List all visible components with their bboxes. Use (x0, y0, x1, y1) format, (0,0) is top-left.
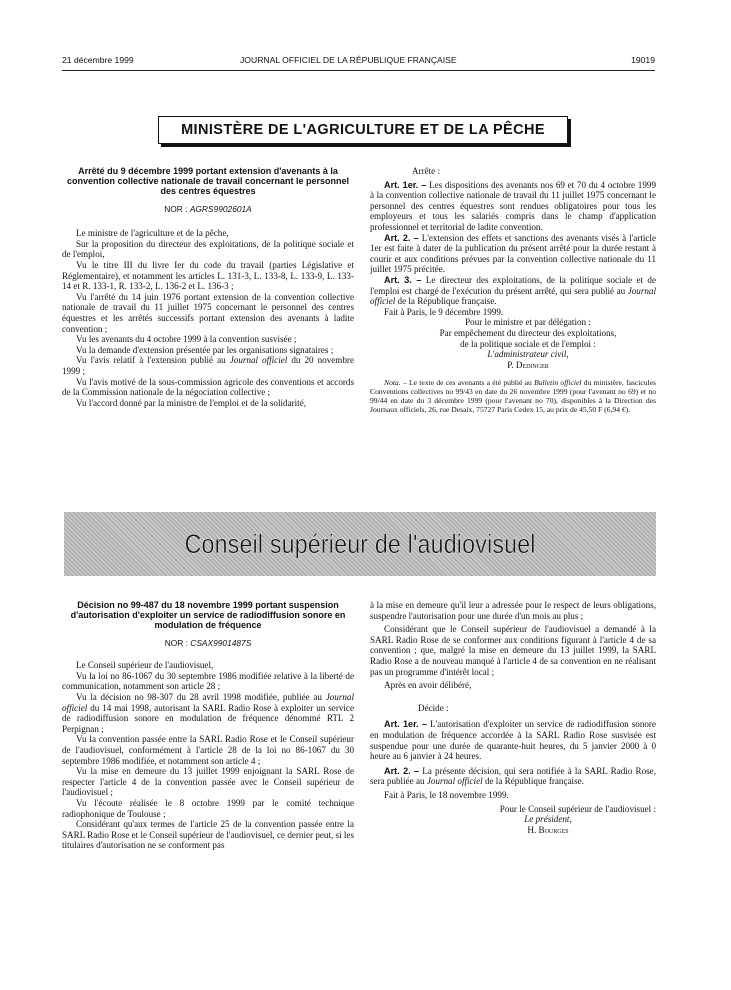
text: du 14 mai 1998, autorisant la SARL Radio Rose à exploiter un service de radiodiffusion sonore en modulation de fréquence dénommé RTL 2 Perpignan ; (62, 702, 354, 734)
signature-line: Pour le Conseil supérieur de l'audiovisuel : (499, 803, 656, 814)
article-text: L'autorisation d'exploiter un service de radiodiffusion sonore en modulation de fréquence accordée à la SARL Radio Rose susvisée est suspendue pour une durée de quarante-huit heures, du 5 janvier 2000 à 0 heure au 6 janvier à 24 heures. (370, 719, 656, 762)
text: du 20 novembre 1999 ; (62, 355, 354, 376)
paragraph: à la mise en demeure qu'il leur a adressée pour le respect de leurs obligations, suspendre l'autorisation pour une durée d'un mois au plus ; (370, 600, 656, 621)
fait-a-paris: Fait à Paris, le 18 novembre 1999. (384, 789, 509, 800)
article-1 (370, 180, 656, 233)
paragraph: Le Conseil supérieur de l'audiovisuel, (76, 660, 214, 671)
article-label: Art. 3. – (384, 274, 422, 285)
article-text: de la République française. (397, 296, 497, 307)
article-text: Les dispositions des avenants nos 69 et 70 du 4 octobre 1999 à la convention collective nationale de travail du 11 juillet 1975 concernant le personnel des centres équestres sont rendues obligatoires pour tous les employeurs et tous les salariés compris dans le champ d'application professionnel et territorial de ladite convention. (370, 179, 656, 232)
nor-code: CSAX9901487S (190, 637, 252, 648)
decision-right-column (370, 600, 656, 835)
paragraph: Vu la mise en demeure du 13 juillet 1999 enjoignant la SARL Rose de respecter l'article 4 de la convention passée avec le Conseil supérieur de l'audiovisuel ; (62, 766, 354, 798)
paragraph: Vu les avenants du 4 octobre 1999 à la convention susvisée ; (76, 334, 297, 345)
article-label: Art. 2. – (384, 232, 419, 243)
article-label: Art. 1er. – (384, 719, 427, 730)
signatory-name: P. Dedinger (507, 359, 549, 370)
decision-title: Décision no 99-487 du 18 novembre 1999 portant suspension d'autorisation d'exploiter un service de radiodiffusion sonore en modulation de fréquence (70, 600, 346, 631)
header-page-number: 19019 (631, 55, 655, 65)
text: Vu l'avis relatif à l'extension publié au (76, 355, 226, 366)
signature-line: Par empêchement du directeur des exploitations, (439, 327, 617, 338)
article-2 (370, 766, 656, 787)
journal-ref: Journal officiel (62, 691, 354, 713)
note-text: du ministère, fascicules Conventions collectives no 99/43 en date du 26 novembre 1999 (pour l'avenant no 69) et no 99/44 en date du 3 décembre 1999 (pour l'avenant no 70), disponibles à la Direction des Journaux officiels, 26, rue Desaix, 75727 Paris Cedex 15, au prix de 45,50 F (6,94 €). (370, 378, 657, 415)
arrete-nor (62, 204, 354, 215)
paragraph: Vu l'arrêté du 14 juin 1976 portant extension de la convention collective nationale de travail du 11 juillet 1975 concernant le personnel des centres équestres et les arrêtés successifs portant extension des avenants à ladite convention ; (62, 291, 354, 334)
arrete-right-column (370, 166, 656, 414)
paragraph: Le ministre de l'agriculture et de la pêche, (76, 228, 229, 239)
arrete-visas (62, 228, 354, 408)
paragraph: Vu la convention passée entre la SARL Radio Rose et le Conseil supérieur de l'audiovisuel, conformément à l'article 28 de la loi no 86-1067 du 30 septembre 1986 modifiée, et notamment son article 4 ; (62, 734, 354, 766)
signatory-name: H. Bourges (527, 824, 569, 835)
text: Vu la décision no 98-307 du 28 avril 1998 modifiée, publiée au (76, 691, 322, 702)
header-journal: JOURNAL OFFICIEL DE LA RÉPUBLIQUE FRANÇAISE (240, 55, 457, 65)
signature-line: de la politique sociale et de l'emploi : (460, 338, 596, 349)
paragraph: Considérant que le Conseil supérieur de l'audiovisuel a demandé à la SARL Radio Rose de se conformer aux conditions figurant à l'article 4 de sa convention ; que, malgré la mise en demeure du 13 juillet 1999, la SARL Radio Rose a de nouveau manqué à l'article 4 de sa convention en ne réalisant pas un programme d'intérêt local ; (370, 624, 656, 677)
article-text: La présente décision, qui sera notifiée à la SARL Radio Rose, sera publiée au (370, 765, 656, 787)
signature-title: L'administrateur civil, (487, 349, 569, 360)
note-text: – Le texte de ces avenants a été publié au (402, 378, 532, 388)
article-text: Le directeur des exploitations, de la politique sociale et de l'emploi est chargé de l'exécution du présent arrêté, qui sera publié au (370, 274, 656, 296)
decide-keyword: Décide : (418, 702, 449, 713)
ministry-heading: MINISTÈRE DE L'AGRICULTURE ET DE LA PÊCHE (181, 122, 545, 138)
article-3 (370, 275, 656, 307)
journal-ref: Journal officiel (229, 355, 288, 366)
paragraph: Vu le titre III du livre Ier du code du travail (parties Législative et Réglementaire), et notamment les articles L. 131-3, L. 133-8, L. 133-9, L. 133-14 et R. 133-1, R. 133-2, L. 136-2 et L. 136-3 ; (62, 259, 354, 292)
paragraph: Vu la demande d'extension présentée par les organisations signataires ; (76, 344, 334, 355)
article-text: de la République française. (484, 776, 584, 787)
paragraph: Vu l'écoute réalisée le 8 octobre 1999 par le comité technique radiophonique de Toulouse ; (62, 797, 354, 819)
note-label: Nota. (384, 378, 401, 388)
nor-code: AGRS9902601A (189, 203, 252, 214)
header-rule (62, 70, 655, 71)
paragraph (62, 692, 354, 734)
arrete-title: Arrêté du 9 décembre 1999 portant extension d'avenants à la convention collective nationale de travail concernant le personnel des centres équestres (66, 166, 350, 197)
fait-a-paris: Fait à Paris, le 9 décembre 1999. (384, 306, 504, 317)
paragraph: Considérant qu'aux termes de l'article 25 de la convention passée entre la SARL Radio Rose et le Conseil supérieur de l'audiovisuel, ce dernier peut, si les titulaires d'autorisation ne se conforment pas (62, 819, 354, 851)
journal-ref: Journal officiel (426, 776, 483, 787)
article-1 (370, 719, 656, 761)
decision-nor (62, 638, 354, 649)
article-label: Art. 1er. – (384, 179, 427, 190)
article-2 (370, 233, 656, 275)
signature-title: Le président, (524, 814, 572, 825)
page-header (62, 55, 655, 71)
csa-banner (64, 512, 656, 576)
paragraph: Vu la loi no 86-1067 du 30 septembre 1986 modifiée relative à la liberté de communication, notamment son article 28 ; (62, 670, 354, 692)
paragraph: Après en avoir délibéré, (384, 680, 472, 691)
nor-label: NOR : (164, 637, 188, 648)
article-label: Art. 2. – (384, 765, 420, 776)
bulletin-ref: Bulletin officiel (534, 378, 582, 388)
arrete-left-column (62, 166, 354, 408)
paragraph (62, 355, 354, 376)
csa-banner-title: Conseil supérieur de l'audiovisuel (184, 528, 536, 559)
signature-line: Pour le ministre et par délégation : (465, 317, 591, 328)
article-text: L'extension des effets et sanctions des avenants visés à l'article 1er est faite à dater de la publication du présent arrêté pour la durée restant à courir et aux conditions prévues par la convention collective nationale du 11 juillet 1975 précitée. (370, 232, 656, 275)
paragraph: Sur la proposition du directeur des exploitations, de la politique sociale et de l'emploi, (62, 238, 354, 260)
decision-left-column (62, 600, 354, 851)
paragraph: Vu l'avis motivé de la sous-commission agricole des conventions et accords de la Commission nationale de la négociation collective ; (62, 376, 354, 398)
header-date: 21 décembre 1999 (62, 55, 134, 65)
nor-label: NOR : (164, 203, 188, 214)
journal-ref: Journal officiel (370, 285, 656, 307)
ministry-heading-box (158, 116, 568, 144)
nota-note (370, 378, 656, 414)
paragraph: Vu l'accord donné par la ministre de l'emploi et de la solidarité, (76, 397, 306, 408)
arrete-keyword: Arrête : (412, 166, 441, 176)
